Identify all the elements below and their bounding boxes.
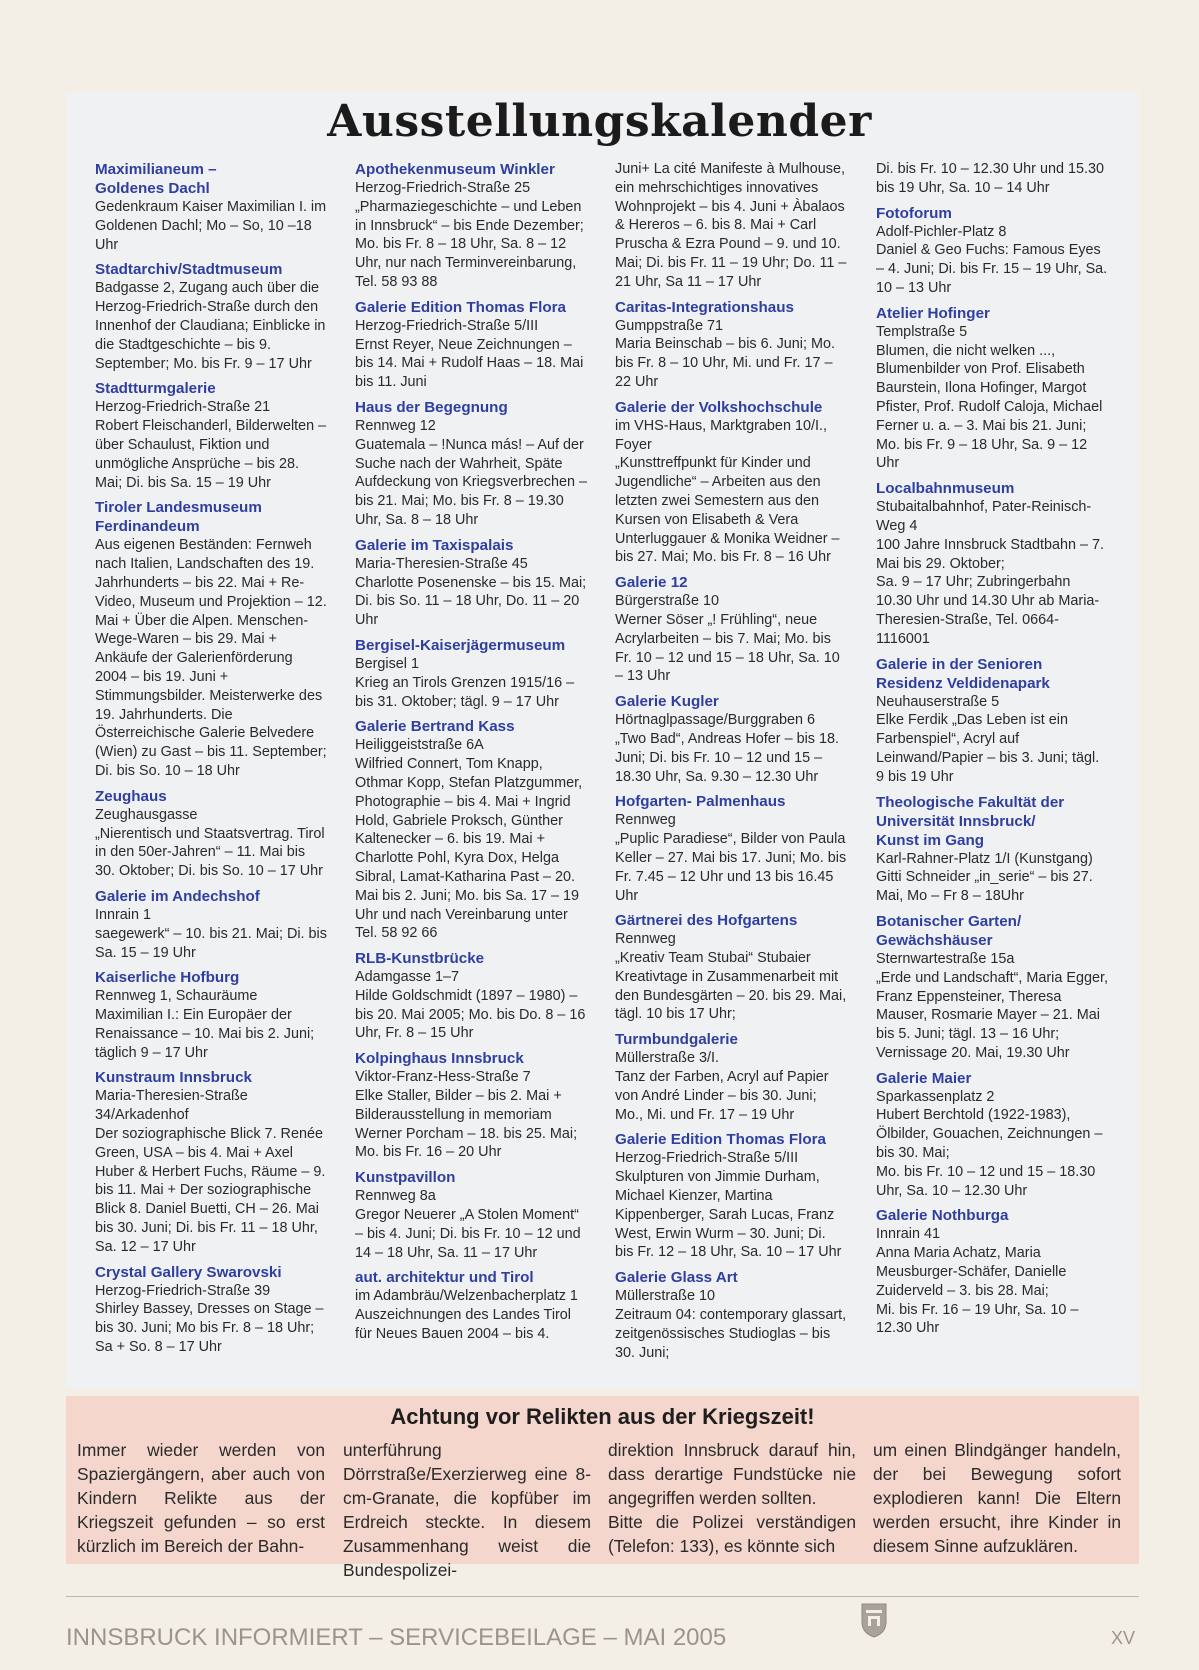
calendar-entry [615, 398, 847, 567]
venue-details: Stubaitalbahnhof, Pater-Reinisch-Weg 4 100 Jahre Innsbruck Stadtbahn – 7. Mai bis 29. Oktober; Sa. 9 – 17 Uhr; Zubringerbahn 10.30 Uhr und 14.30 Uhr ab Maria-Theresien-Straße, Tel. 0664-1116001 [876, 499, 1105, 647]
calendar-entry [876, 655, 1108, 787]
venue-details: Rennweg „Puplic Paradiese“, Bilder von Paula Keller – 27. Mai bis 17. Juni; Mo. bis Fr. 7.45 – 12 Uhr und 13 bis 16.45 Uhr [615, 812, 847, 904]
calendar-entry [876, 912, 1108, 1063]
venue-name: Maximilianeum – Goldenes Dachl [95, 161, 217, 197]
page-number: XV [1110, 1628, 1135, 1648]
venue-name: Galerie im Taxispalais [355, 536, 514, 554]
venue-name: Atelier Hofinger [876, 304, 990, 322]
venue-details: Zeughausgasse „Nierentisch und Staatsvertrag. Tirol in den 50er-Jahren“ – 11. Mai bis 30. Oktober; Di. bis So. 10 – 17 Uhr [95, 806, 325, 880]
venue-name: RLB-Kunstbrücke [355, 950, 485, 968]
venue-name: Galerie Bertrand Kass [355, 718, 515, 736]
calendar-entry [95, 260, 327, 373]
venue-name: Galerie in der Senioren Residenz Veldidenapark [876, 655, 1050, 692]
venue-details: Templstraße 5 Blumen, die nicht welken ..., Blumenbilder von Prof. Elisabeth Baurstein, Ilona Hofinger, Margot Pfister, Prof. Rudolf Caloja, Michael Ferner u. a. – 3. Mai bis 21. Juni; Mo. bis Fr. 9 – 18 Uhr, Sa. 9 – 12 Uhr [876, 323, 1103, 472]
calendar-entry [615, 1030, 847, 1124]
venue-details: Innrain 1 saegewerk“ – 10. bis 21. Mai; Di. bis Sa. 15 – 19 Uhr [95, 906, 327, 961]
venue-details: Adamgasse 1–7 Hilde Goldschmidt (1897 – 1980) – bis 20. Mai 2005; Mo. bis Do. 8 – 16 Uhr, Fr. 8 – 15 Uhr [355, 969, 586, 1042]
venue-name: Turmbundgalerie [615, 1031, 738, 1049]
venue-name: Gärtnerei des Hofgartens [615, 912, 798, 930]
calendar-entry [615, 911, 847, 1024]
venue-details: Maria-Theresien-Straße 45 Charlotte Posenenske – bis 15. Mai; Di. bis So. 11 – 18 Uhr, Do. 11 – 20 Uhr [355, 555, 587, 629]
venue-details: Müllerstraße 3/I. Tanz der Farben, Acryl auf Papier von André Linder – bis 30. Juni; Mo., Mi. und Fr. 17 – 19 Uhr [615, 1050, 829, 1123]
venue-details: Herzog-Friedrich-Straße 25 „Pharmaziegeschichte – und Leben in Innsbruck“ – bis Ende Dezember; Mo. bis Fr. 8 – 18 Uhr, Sa. 8 – 12 Uhr, nur nach Terminvereinbarung, Tel. 58 93 88 [355, 180, 584, 290]
venue-details: Rennweg 8a Gregor Neuerer „A Stolen Moment“ – bis 4. Juni; Di. bis Fr. 10 – 12 und 14 – 18 Uhr, Sa. 11 – 17 Uhr [355, 1188, 581, 1261]
venue-details: Di. bis Fr. 10 – 12.30 Uhr und 15.30 bis 19 Uhr, Sa. 10 – 14 Uhr [876, 161, 1104, 196]
venue-name: Galerie Maier [876, 1069, 972, 1087]
venue-name: Kunstraum Innsbruck [95, 1069, 252, 1087]
calendar-entry [876, 1206, 1108, 1338]
warning-text-col-1: Immer wieder werden von Spaziergängern, aber auch von Kindern Relikte aus der Kriegszeit gefunden – so erst kürzlich im Bereich der Bahn- [77, 1440, 325, 1556]
venue-name: Botanischer Garten/ Gewächshäuser [876, 912, 1022, 949]
calendar-entry [355, 160, 587, 292]
calendar-entry [876, 479, 1108, 648]
venue-details: Rennweg 12 Guatemala – !Nunca más! – Auf der Suche nach der Wahrheit, Späte Aufdeckung von Kriegsverbrechen – bis 21. Mai; Mo. bis Fr. 8 – 19.30 Uhr, Sa. 8 – 18 Uhr [355, 417, 587, 528]
venue-details: Herzog-Friedrich-Straße 39 Shirley Bassey, Dresses on Stage – bis 30. Juni; Mo bis Fr. 8 – 18 Uhr; Sa + So. 8 – 17 Uhr [95, 1282, 324, 1356]
calendar-entry [355, 1049, 587, 1162]
venue-details: Badgasse 2, Zugang auch über die Herzog-Friedrich-Straße durch den Innenhof der Claudiana; Einblicke in die Stadtgeschichte – bis 9. September; Mo. bis Fr. 9 – 17 Uhr [95, 280, 326, 372]
warning-text-col-2: unterführung Dörrstraße/Exerzierweg eine 8-cm-Granate, die kopfüber im Erdreich steckte. In diesem Zusammenhang weist die Bundespolizei- [343, 1440, 591, 1580]
venue-name: Galerie der Volkshochschule [615, 398, 823, 416]
venue-name: Galerie im Andechshof [95, 887, 260, 905]
venue-details: Müllerstraße 10 Zeitraum 04: contemporary glassart, zeitgenössisches Studioglas – bis 30. Juni; [615, 1288, 847, 1361]
venue-details: Innrain 41 Anna Maria Achatz, Maria Meusburger-Schäfer, Danielle Zuiderveld – 3. bis 28. Mai; Mi. bis Fr. 16 – 19 Uhr, Sa. 10 – 12.30 Uhr [876, 1226, 1079, 1337]
venue-details: Adolf-Pichler-Platz 8 Daniel & Geo Fuchs: Famous Eyes – 4. Juni; Di. bis Fr. 15 – 19 Uhr, Sa. 10 – 13 Uhr [876, 223, 1108, 296]
calendar-entry [615, 792, 847, 905]
venue-name: Kolpinghaus Innsbruck [355, 1050, 524, 1068]
calendar-entry [355, 717, 587, 943]
venue-details: Herzog-Friedrich-Straße 5/III Ernst Reyer, Neue Zeichnungen – bis 14. Mai + Rudolf Haas – 18. Mai bis 11. Juni [355, 317, 584, 391]
venue-details: Juni+ La cité Manifeste à Mulhouse, ein mehrschichtiges innovatives Wohnprojekt – bis 4. Juni + Àbalaos & Hereros – 6. bis 8. Mai + Carl Pruscha & Ezra Pound – 9. und 10. Mai; Di. bis Fr. 11 – 19 Uhr; Do. 11 – 21 Uhr, Sa 11 – 17 Uhr [615, 161, 847, 290]
venue-details: Neuhauserstraße 5 Elke Ferdik „Das Leben ist ein Farbenspiel“, Acryl auf Leinwand/Papier – bis 3. Juni; tägl. 9 bis 19 Uhr [876, 693, 1100, 785]
venue-name: Bergisel-Kaiserjägermuseum [355, 636, 566, 654]
venue-name: Galerie 12 [615, 574, 688, 592]
calendar-entry [95, 787, 327, 881]
calendar-entry [876, 304, 1108, 473]
venue-name: Galerie Glass Art [615, 1269, 738, 1287]
calendar-entry [95, 498, 327, 780]
footer-publication: INNSBRUCK INFORMIERT – SERVICEBEILAGE – MAI 2005 [66, 1624, 727, 1651]
venue-details: Maria-Theresien-Straße 34/Arkadenhof Der soziographische Blick 7. Renée Green, USA – bis 4. Mai + Axel Huber & Herbert Fuchs, Räume – 9. bis 11. Mai + Der soziographische Blick 8. Daniel Buetti, CH – 26. Mai bis 30. Juni; Di. bis Fr. 11 – 18 Uhr, Sa. 12 – 17 Uhr [95, 1088, 326, 1255]
venue-name: Hofgarten- Palmenhaus [615, 793, 786, 811]
calendar-entry [95, 1068, 327, 1256]
footer-divider [66, 1596, 1139, 1597]
calendar-column-4 [876, 160, 1108, 1344]
calendar-entry [355, 636, 587, 711]
venue-name: Stadtturmgalerie [95, 380, 216, 398]
venue-details: Sternwartestraße 15a „Erde und Landschaft“, Maria Egger, Franz Eppensteiner, Theresa Mauser, Rosmarie Mayer – 21. Mai bis 5. Juni; tägl. 13 – 16 Uhr; Vernissage 20. Mai, 19.30 Uhr [876, 950, 1108, 1061]
venue-name: Galerie Kugler [615, 693, 719, 711]
venue-name: Theologische Fakultät der Universität Innsbruck/ Kunst im Gang [876, 793, 1065, 849]
calendar-column-1 [95, 160, 327, 1363]
calendar-entry [876, 204, 1108, 298]
venue-details: Heiliggeiststraße 6A Wilfried Connert, Tom Knapp, Othmar Kopp, Stefan Platzgummer, Photographie – bis 4. Mai + Ingrid Hold, Gabriele Proksch, Günther Kaltenecker – 6. bis 19. Mai + Charlotte Pohl, Kyra Dox, Helga Sibral, Lamat-Katharina Past – 20. Mai bis 2. Juni; Mo. bis Sa. 17 – 19 Uhr und nach Vereinbarung unter Tel. 58 92 66 [355, 737, 583, 942]
calendar-entry [615, 1268, 847, 1362]
venue-name: Crystal Gallery Swarovski [95, 1263, 282, 1281]
venue-details: Bergisel 1 Krieg an Tirols Grenzen 1915/16 – bis 31. Oktober; tägl. 9 – 17 Uhr [355, 655, 575, 710]
venue-details: Herzog-Friedrich-Straße 5/III Skulpturen von Jimmie Durham, Michael Kienzer, Martina Kippenberger, Sarah Lucas, Franz West, Erwin Wurm – 30. Juni; Di. bis Fr. 12 – 18 Uhr, Sa. 10 – 17 Uhr [615, 1150, 842, 1261]
venue-name: Galerie Edition Thomas Flora [355, 298, 566, 316]
venue-details: Hörtnaglpassage/Burggraben 6 „Two Bad“, Andreas Hofer – bis 18. Juni; Di. bis Fr. 10 – 12 und 15 – 18.30 Uhr, Sa. 9.30 – 12.30 Uhr [615, 712, 839, 785]
venue-name: Kaiserliche Hofburg [95, 969, 240, 987]
calendar-entry [615, 298, 847, 392]
venue-name: Galerie Nothburga [876, 1207, 1009, 1225]
venue-name: Zeughaus [95, 787, 167, 805]
calendar-entry [355, 1268, 587, 1343]
venue-name: Tiroler Landesmuseum Ferdinandeum [95, 499, 262, 536]
venue-details: Bürgerstraße 10 Werner Söser „! Frühling“, neue Acrylarbeiten – bis 7. Mai; Mo. bis Fr. 10 – 12 und 15 – 18 Uhr, Sa. 10 – 13 Uhr [615, 593, 840, 685]
venue-name: Apothekenmuseum Winkler [355, 161, 555, 178]
calendar-entry [95, 887, 327, 962]
venue-name: Haus der Begegnung [355, 398, 508, 416]
page-title: Ausstellungskalender [327, 96, 872, 147]
warning-text-col-3: direktion Innsbruck darauf hin, dass derartige Fundstücke nie angegriffen werden sollten. Bitte die Polizei verständigen (Telefon: 133), es könnte sich [608, 1440, 856, 1556]
calendar-entry [355, 536, 587, 630]
innsbruck-crest-icon [860, 1602, 888, 1638]
calendar-entry [95, 968, 327, 1062]
venue-details: Gedenkraum Kaiser Maximilian I. im Goldenen Dachl; Mo – So, 10 –18 Uhr [95, 199, 327, 253]
warning-title: Achtung vor Relikten aus der Kriegszeit! [390, 1404, 815, 1429]
venue-details: im Adambräu/Welzenbacherplatz 1 Auszeichnungen des Landes Tirol für Neues Bauen 2004 – bis 4. [355, 1288, 578, 1343]
calendar-entry [615, 692, 847, 786]
venue-details: Gumppstraße 71 Maria Beinschab – bis 6. Juni; Mo. bis Fr. 8 – 10 Uhr, Mi. und Fr. 17 – 22 Uhr [615, 317, 835, 390]
calendar-entry [355, 398, 587, 530]
venue-details: Aus eigenen Beständen: Fernweh nach Italien, Landschaften des 19. Jahrhunderts – bis 22. Mai + Re-Video, Museum und Projektion – 12. Mai + Über die Alpen. Menschen-Wege-Waren – bis 29. Mai + Ankäufe der Galerienförderung 2004 – bis 19. Juni + Stimmungsbilder. Meisterwerke des 19. Jahrhunderts. Die Österreichische Galerie Belvedere (Wien) zu Gast – bis 11. September; Di. bis So. 10 – 18 Uhr [95, 537, 327, 779]
venue-name: Stadtarchiv/Stadtmuseum [95, 261, 283, 279]
calendar-entry [95, 1263, 327, 1357]
venue-details: Herzog-Friedrich-Straße 21 Robert Fleischanderl, Bilderwelten – über Schaulust, Fiktion und unmögliche Ansprüche – bis 28. Mai; Di. bis Sa. 15 – 19 Uhr [95, 399, 327, 491]
calendar-entry [615, 160, 847, 292]
calendar-entry [615, 573, 847, 686]
calendar-column-2 [355, 160, 587, 1350]
venue-details: Rennweg 1, Schauräume Maximilian I.: Ein Europäer der Renaissance – 10. Mai bis 2. Juni; täglich 9 – 17 Uhr [95, 988, 315, 1061]
calendar-entry [876, 793, 1108, 906]
calendar-entry [355, 298, 587, 392]
calendar-entry [355, 1168, 587, 1262]
venue-details: Viktor-Franz-Hess-Straße 7 Elke Staller, Bilder – bis 2. Mai + Bilderausstellung in memoriam Werner Porcham – 18. bis 25. Mai; Mo. bis Fr. 16 – 20 Uhr [355, 1069, 578, 1161]
venue-name: Caritas-Integrationshaus [615, 298, 794, 316]
calendar-entry [95, 160, 327, 254]
venue-details: Sparkassenplatz 2 Hubert Berchtold (1922-1983), Ölbilder, Gouachen, Zeichnungen – bis 30. Mai; Mo. bis Fr. 10 – 12 und 15 – 18.30 Uhr, Sa. 10 – 12.30 Uhr [876, 1088, 1103, 1199]
venue-details: Karl-Rahner-Platz 1/I (Kunstgang) Gitti Schneider „in_serie“ – bis 27. Mai, Mo – Fr 8 – 18Uhr [876, 850, 1093, 905]
warning-text-col-4: um einen Blindgänger handeln, der bei Bewegung sofort explodieren kann! Die Eltern werden ersucht, ihre Kinder in diesem Sinne aufzuklären. [873, 1440, 1121, 1556]
venue-name: Fotoforum [876, 204, 952, 222]
venue-name: Galerie Edition Thomas Flora [615, 1131, 826, 1149]
venue-name: Kunstpavillon [355, 1169, 456, 1187]
calendar-entry [876, 1069, 1108, 1201]
venue-details: im VHS-Haus, Marktgraben 10/I., Foyer „Kunsttreffpunkt für Kinder und Jugendliche“ – Arbeiten aus den letzten zwei Semestern aus den Kursen von Elisabeth & Vera Unterluggauer & Monika Weidner – bis 27. Mai; Mo. bis Fr. 8 – 16 Uhr [615, 417, 840, 566]
venue-name: Localbahnmuseum [876, 480, 1015, 498]
calendar-entry [95, 379, 327, 492]
venue-name: aut. architektur und Tirol [355, 1269, 534, 1287]
calendar-entry [876, 160, 1108, 198]
calendar-column-3 [615, 160, 847, 1368]
venue-details: Rennweg „Kreativ Team Stubai“ Stubaier Kreativtage in Zusammenarbeit mit den Bundesgärten – 20. bis 29. Mai, tägl. 10 bis 17 Uhr; [615, 931, 847, 1023]
calendar-entry [355, 949, 587, 1043]
calendar-entry [615, 1130, 847, 1262]
